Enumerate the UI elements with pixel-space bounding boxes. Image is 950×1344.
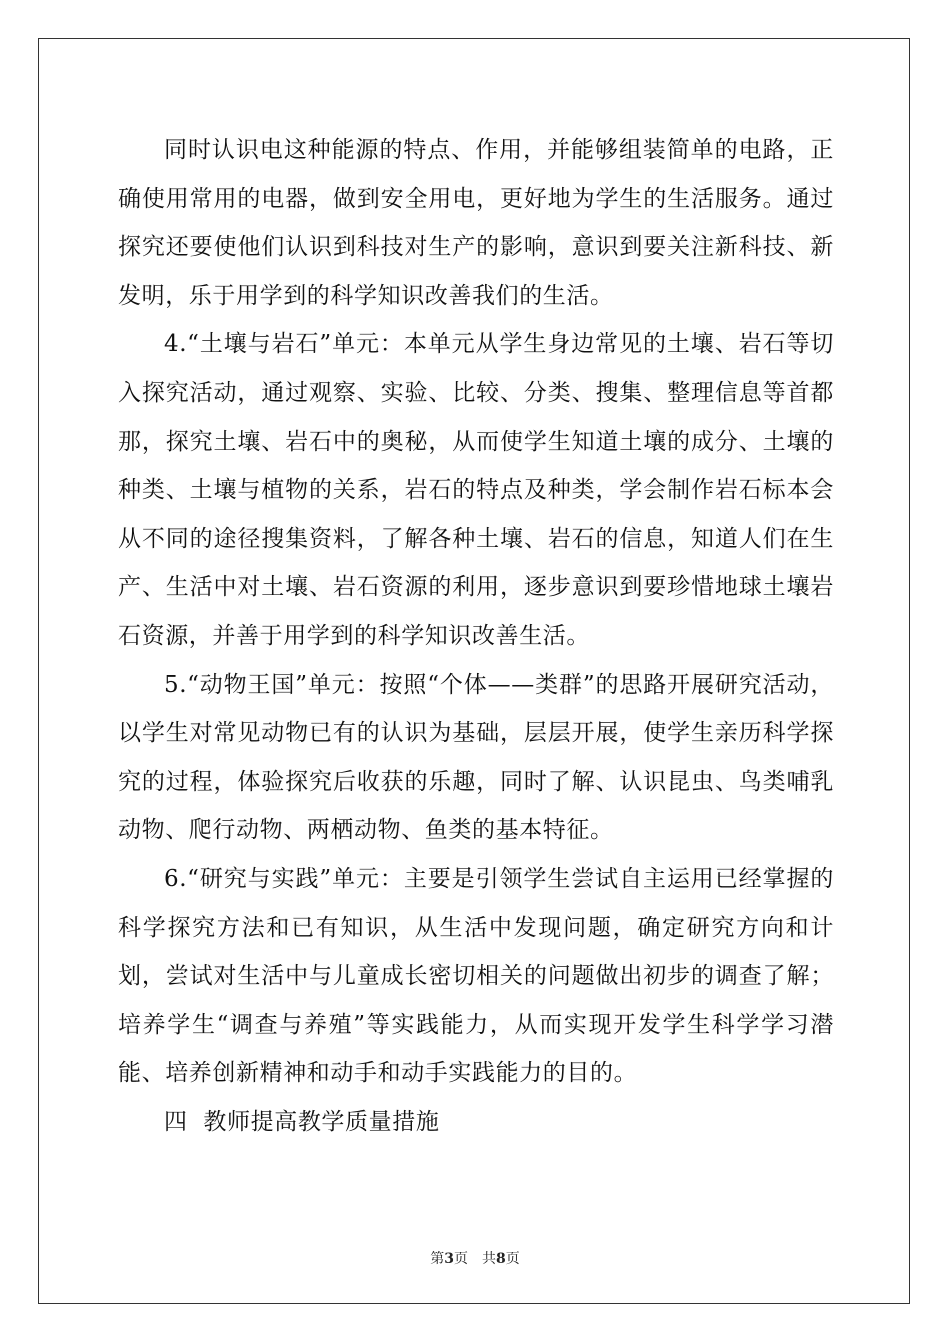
paragraph-soil-and-rock-unit: 4.“土壤与岩石”单元：本单元从学生身边常见的土壤、岩石等切入探究活动，通过观察、实验、比较、分类、搜集、整理信息等首都那，探究土壤、岩石中的奥秘，从而使学生知道土壤的成分、土壤的种类、土壤与植物的关系，岩石的特点及种类，学会制作岩石标本会从不同的途径搜集资料，了解各种土壤、岩石的信息，知道人们在生产、生活中对土壤、岩石资源的利用，逐步意识到要珍惜地球土壤岩石资源，并善于用学到的科学知识改善生活。 — [118, 331, 834, 649]
footer-page-prefix: 第 — [430, 1251, 445, 1267]
section-heading-teacher-measures: 四 教师提高教学质量措施 — [164, 1108, 440, 1135]
footer-page-suffix: 页 — [454, 1251, 468, 1267]
footer-total-pages: 8 — [496, 1251, 506, 1267]
footer-page-number: 3 — [444, 1251, 454, 1267]
page-footer — [0, 1248, 950, 1268]
paragraph-research-practice-unit: 6.“研究与实践”单元：主要是引领学生尝试自主运用已经掌握的科学探究方法和已有知识，从生活中发现问题，确定研究方向和计划，尝试对生活中与儿童成长密切相关的问题做出初步的调查了解；培养学生“调查与养殖”等实践能力，从而实现开发学生科学学习潜能、培养创新精神和动手和动手实践能力的目的。 — [118, 865, 834, 1087]
footer-total-prefix: 共 — [482, 1251, 496, 1267]
paragraph-animal-kingdom-unit: 5.“动物王国”单元：按照“个体——类群”的思路开展研究活动，以学生对常见动物已有的认识为基础，层层开展，使学生亲历科学探究的过程，体验探究后收获的乐趣，同时了解、认识昆虫、鸟类哺乳动物、爬行动物、两栖动物、鱼类的基本特征。 — [118, 671, 834, 844]
document-body — [118, 126, 834, 1146]
footer-total-suffix: 页 — [505, 1251, 520, 1267]
paragraph-electricity-continued: 同时认识电这种能源的特点、作用，并能够组装简单的电路，正确使用常用的电器，做到安全用电，更好地为学生的生活服务。通过探究还要使他们认识到科技对生产的影响，意识到要关注新科技、新发明，乐于用学到的科学知识改善我们的生活。 — [118, 137, 834, 309]
